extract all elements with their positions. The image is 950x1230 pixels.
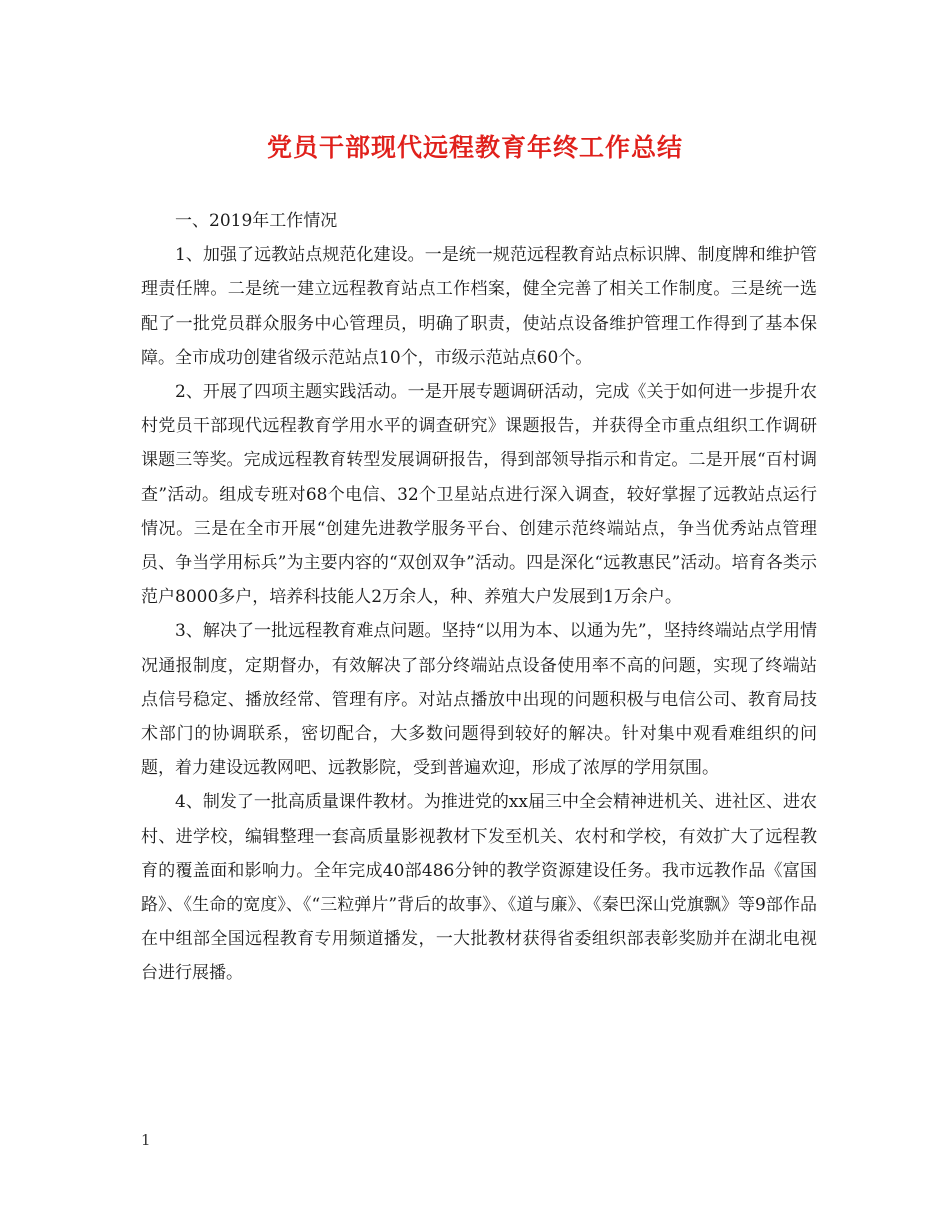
document-body (141, 204, 817, 991)
paragraph-2: 2、开展了四项主题实践活动。一是开展专题调研活动，完成《关于如何进一步提升农村党员干部现代远程教育学用水平的调查研究》课题报告，并获得全市重点组织工作调研课题三等奖。完成远程教育转型发展调研报告，得到部领导指示和肯定。二是开展“百村调查”活动。组成专班对68个电信、32个卫星站点进行深入调查，较好掌握了远教站点运行情况。三是在全市开展“创建先进教学服务平台、创建示范终端站点，争当优秀站点管理员、争当学用标兵”为主要内容的“双创双争”活动。四是深化“远教惠民”活动。培育各类示范户8000多户，培养科技能人2万余人，种、养殖大户发展到1万余户。 (141, 382, 817, 608)
paragraph-3: 3、解决了一批远程教育难点问题。坚持“以用为本、以通为先”，坚持终端站点学用情况通报制度，定期督办，有效解决了部分终端站点设备使用率不高的问题，实现了终端站点信号稳定、播放经常、管理有序。对站点播放中出现的问题积极与电信公司、教育局技术部门的协调联系，密切配合，大多数问题得到较好的解决。针对集中观看难组织的问题，着力建设远教网吧、远教影院，受到普遍欢迎，形成了浓厚的学用氛围。 (141, 621, 817, 779)
document-title: 党员干部现代远程教育年终工作总结 (266, 133, 683, 162)
section-heading: 一、2019年工作情况 (175, 211, 338, 231)
paragraph-1: 1、加强了远教站点规范化建设。一是统一规范远程教育站点标识牌、制度牌和维护管理责任牌。二是统一建立远程教育站点工作档案，健全完善了相关工作制度。三是统一选配了一批党员群众服务中心管理员，明确了职责，使站点设备维护管理工作得到了基本保障。全市成功创建省级示范站点10个，市级示范站点60个。 (141, 245, 817, 368)
paragraph-4: 4、制发了一批高质量课件教材。为推进党的xx届三中全会精神进机关、进社区、进农村、进学校，编辑整理一套高质量影视教材下发至机关、农村和学校，有效扩大了远程教育的覆盖面和影响力。全年完成40部486分钟的教学资源建设任务。我市远教作品《富国路》、《生命的宽度》、《“三粒弹片”背后的故事》、《道与廉》、《秦巴深山党旗飘》等9部作品在中组部全国远程教育专用频道播发，一大批教材获得省委组织部表彰奖励并在湖北电视台进行展播。 (141, 792, 817, 984)
page-number: 1 (141, 1131, 151, 1149)
